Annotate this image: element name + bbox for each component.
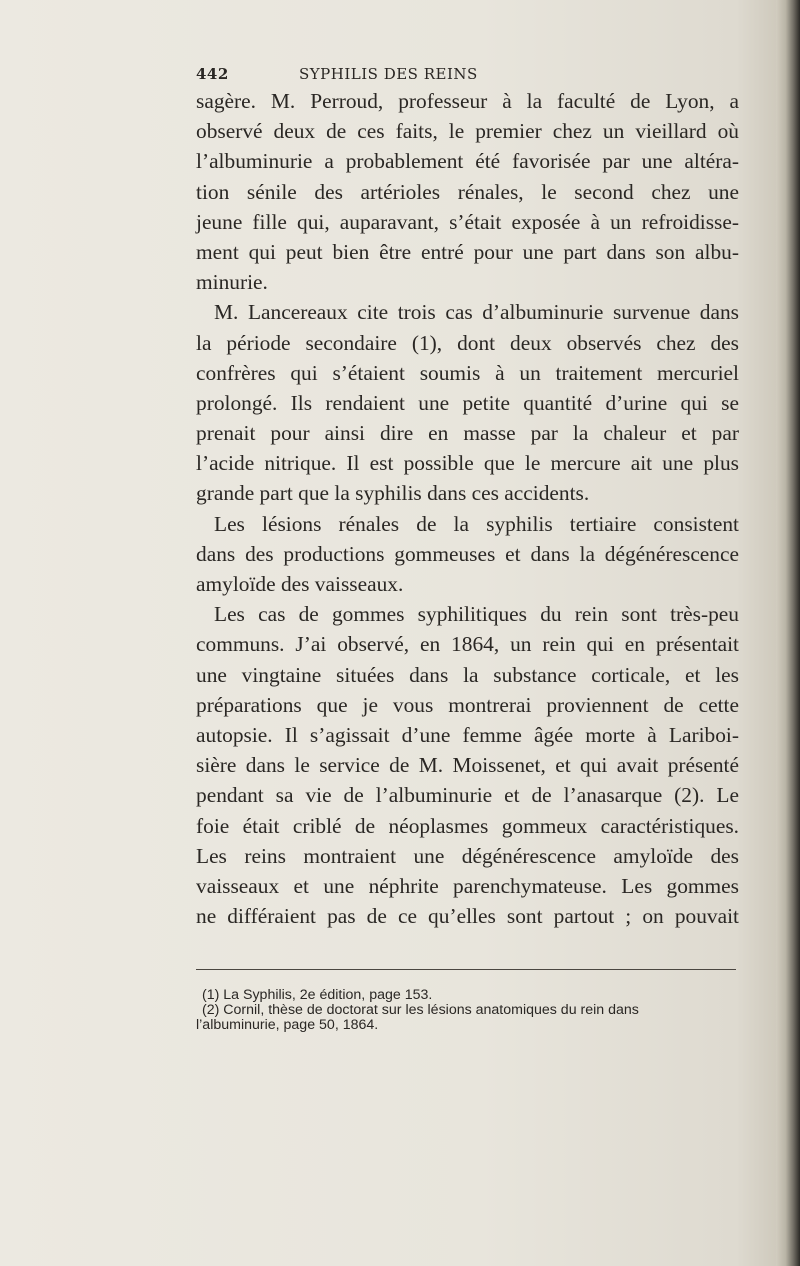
text-line: sagère. M. Perroud, professeur à la faculté de Lyon, a xyxy=(196,89,739,113)
text-line: Les lésions rénales de la syphilis tertiaire consistent xyxy=(214,511,739,536)
text-line: jeune fille qui, auparavant, s’était exposée à un refroidisse- xyxy=(196,209,739,234)
text-line: Les reins montraient une dégénérescence amyloïde des xyxy=(196,843,739,868)
text-line: l’albuminurie a probablement été favorisée par une altéra- xyxy=(196,149,739,174)
text-line: tion sénile des artérioles rénales, le second chez une xyxy=(196,179,739,204)
text-line: vaisseaux et une néphrite parenchymateuse. Les gommes xyxy=(196,873,739,898)
body-text xyxy=(196,86,739,931)
text-line: préparations que je vous montrerai proviennent de cette xyxy=(196,692,739,717)
text-line: observé deux de ces faits, le premier chez un vieillard où xyxy=(196,119,739,144)
text-line: confrères qui s’étaient soumis à un traitement mercuriel xyxy=(196,360,739,385)
text-line: M. Lancereaux cite trois cas d’albuminurie survenue dans xyxy=(214,300,739,325)
text-line: ment qui peut bien être entré pour une part dans son albu- xyxy=(196,239,739,264)
text-line: la période secondaire (1), dont deux observés chez des xyxy=(196,330,739,355)
text-line: communs. J’ai observé, en 1864, un rein qui en présentait xyxy=(196,632,739,657)
running-title: SYPHILIS DES REINS xyxy=(299,65,478,83)
text-line: Les cas de gommes syphilitiques du rein sont très-peu xyxy=(214,602,739,627)
footnote: (1) La Syphilis, 2e édition, page 153. xyxy=(202,987,433,1003)
page-gutter-shadow xyxy=(776,0,800,1266)
text-line: foie était criblé de néoplasmes gommeux caractéristiques. xyxy=(196,813,739,838)
footnote-separator xyxy=(196,969,736,970)
text-line: minurie. xyxy=(196,270,268,295)
text-line: prenait pour ainsi dire en masse par la chaleur et par xyxy=(196,421,739,446)
text-line: grande part que la syphilis dans ces accidents. xyxy=(196,481,590,506)
text-line: amyloïde des vaisseaux. xyxy=(196,572,404,596)
footnote-continuation: l’albuminurie, page 50, 1864. xyxy=(196,1017,379,1033)
footnote: (2) Cornil, thèse de doctorat sur les lésions anatomiques du rein dans xyxy=(202,1002,639,1018)
text-line: prolongé. Ils rendaient une petite quantité d’urine qui se xyxy=(196,390,739,415)
text-line: pendant sa vie de l’albuminurie et de l’anasarque (2). Le xyxy=(196,783,739,808)
text-line: autopsie. Il s’agissait d’une femme âgée morte à Lariboi- xyxy=(196,722,739,747)
page-number: 442 xyxy=(196,65,229,83)
text-line: sière dans le service de M. Moissenet, et qui avait présenté xyxy=(196,753,739,778)
footnotes xyxy=(196,988,741,1033)
text-line: une vingtaine situées dans la substance corticale, et les xyxy=(196,662,739,687)
text-line: ne différaient pas de ce qu’elles sont partout ; on pouvait xyxy=(196,904,739,929)
text-line: dans des productions gommeuses et dans la dégénérescence xyxy=(196,541,739,566)
text-line: l’acide nitrique. Il est possible que le mercure ait une plus xyxy=(196,451,739,476)
